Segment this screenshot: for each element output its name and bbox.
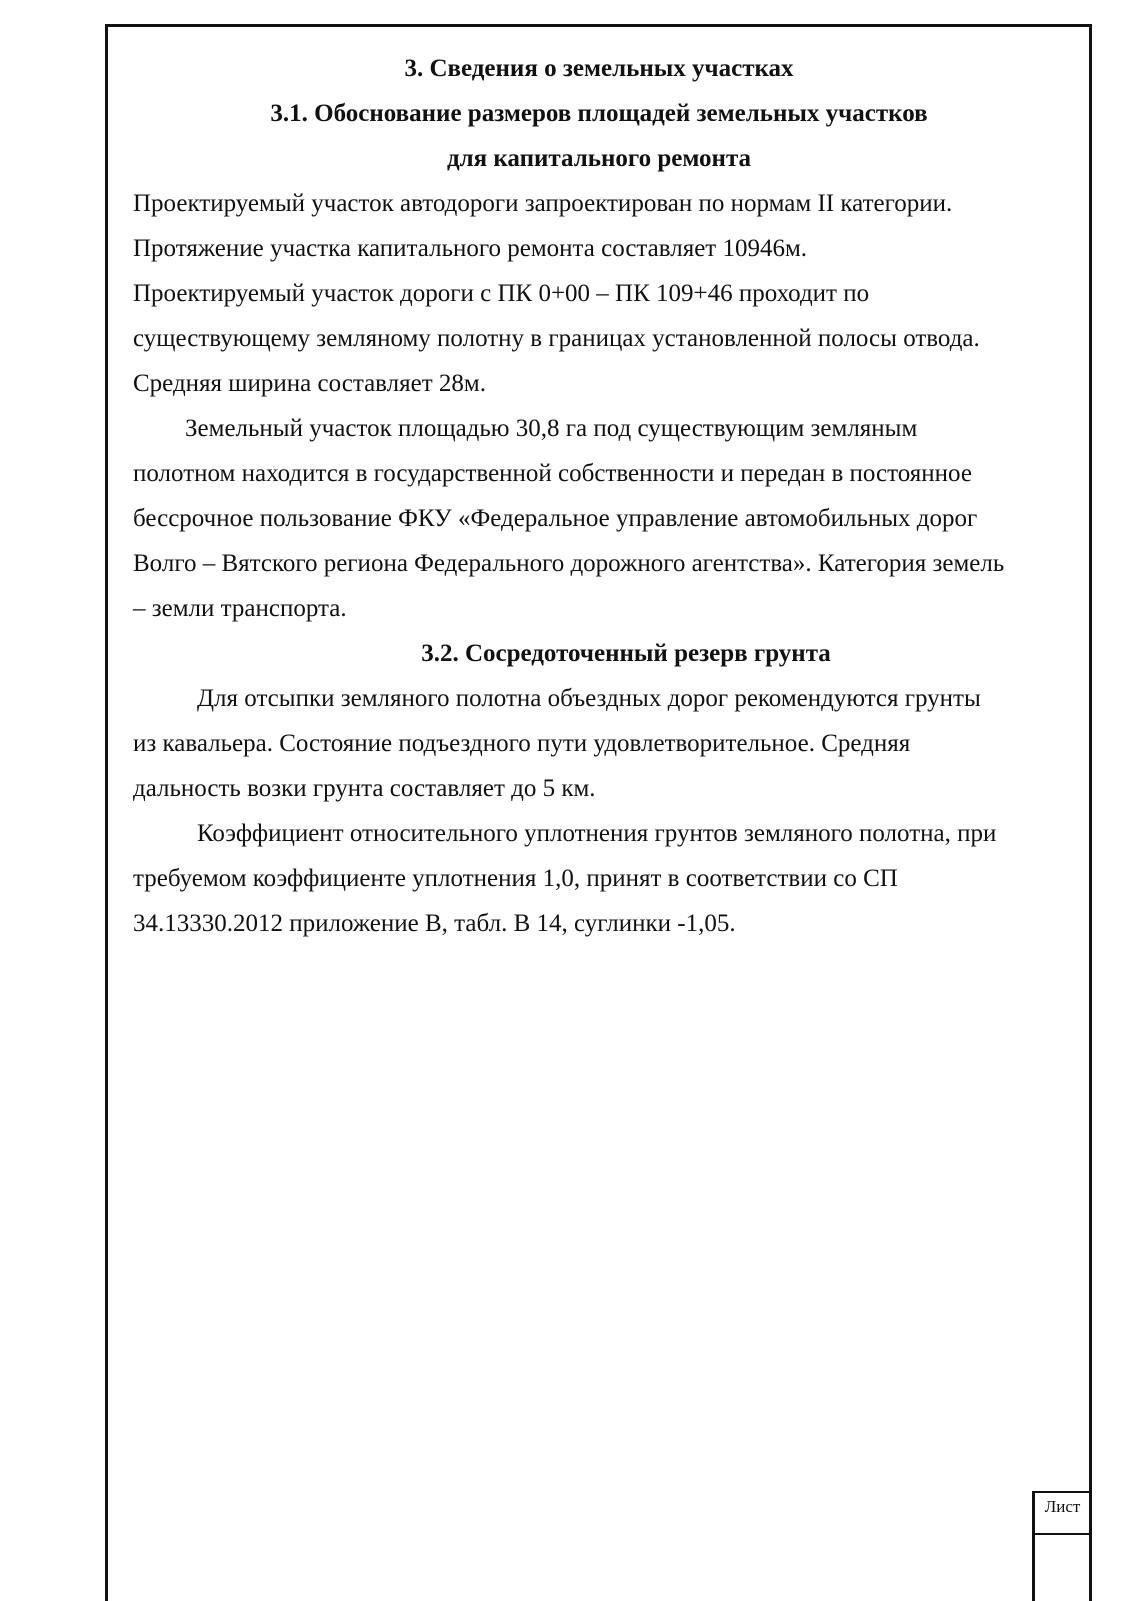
paragraph-line: требуемом коэффициенте уплотнения 1,0, принят в соответствии со СП <box>133 865 898 892</box>
subsection2-title: 3.2. Сосредоточенный резерв грунта <box>421 640 831 667</box>
paragraph-line: Проектируемый участок дороги с ПК 0+00 – ПК 109+46 проходит по <box>133 280 870 307</box>
frame-right-border <box>1089 24 1092 1601</box>
paragraph-line: существующему земляному полотну в границах установленной полосы отвода. <box>133 325 980 352</box>
paragraph-line: 34.13330.2012 приложение В, табл. В 14, суглинки -1,05. <box>133 910 736 937</box>
paragraph-line: из кавальера. Состояние подъездного пути удовлетворительное. Средняя <box>133 730 911 757</box>
paragraph-line: Средняя ширина составляет 28м. <box>133 370 486 397</box>
frame-left-border <box>105 24 108 1601</box>
paragraph-line: Для отсыпки земляного полотна объездных дорог рекомендуются грунты <box>197 685 981 712</box>
subsection-title-line2: для капитального ремонта <box>446 145 752 172</box>
paragraph-line: Протяжение участка капитального ремонта составляет 10946м. <box>133 235 808 262</box>
subsection-title-line1: 3.1. Обоснование размеров площадей земельных участков <box>270 100 928 127</box>
paragraph-line: полотном находится в государственной собственности и передан в постоянное <box>133 460 972 487</box>
paragraph-line: дальность возки грунта составляет до 5 км. <box>133 775 596 802</box>
section-title: 3. Сведения о земельных участках <box>404 55 794 82</box>
paragraph-line: – земли транспорта. <box>133 595 347 622</box>
paragraph-line: бессрочное пользование ФКУ «Федеральное управление автомобильных дорог <box>133 505 978 532</box>
paragraph-line: Земельный участок площадью 30,8 га под существующим земляным <box>185 415 918 442</box>
paragraph-line: Проектируемый участок автодороги запроектирован по нормам II категории. <box>133 190 953 217</box>
paragraph-line: Волго – Вятского региона Федерального дорожного агентства». Категория земель <box>133 550 1005 577</box>
frame-top-border <box>107 24 1091 27</box>
paragraph-line: Коэффициент относительного уплотнения грунтов земляного полотна, при <box>197 820 997 847</box>
sheet-label: Лист <box>1044 1497 1081 1516</box>
